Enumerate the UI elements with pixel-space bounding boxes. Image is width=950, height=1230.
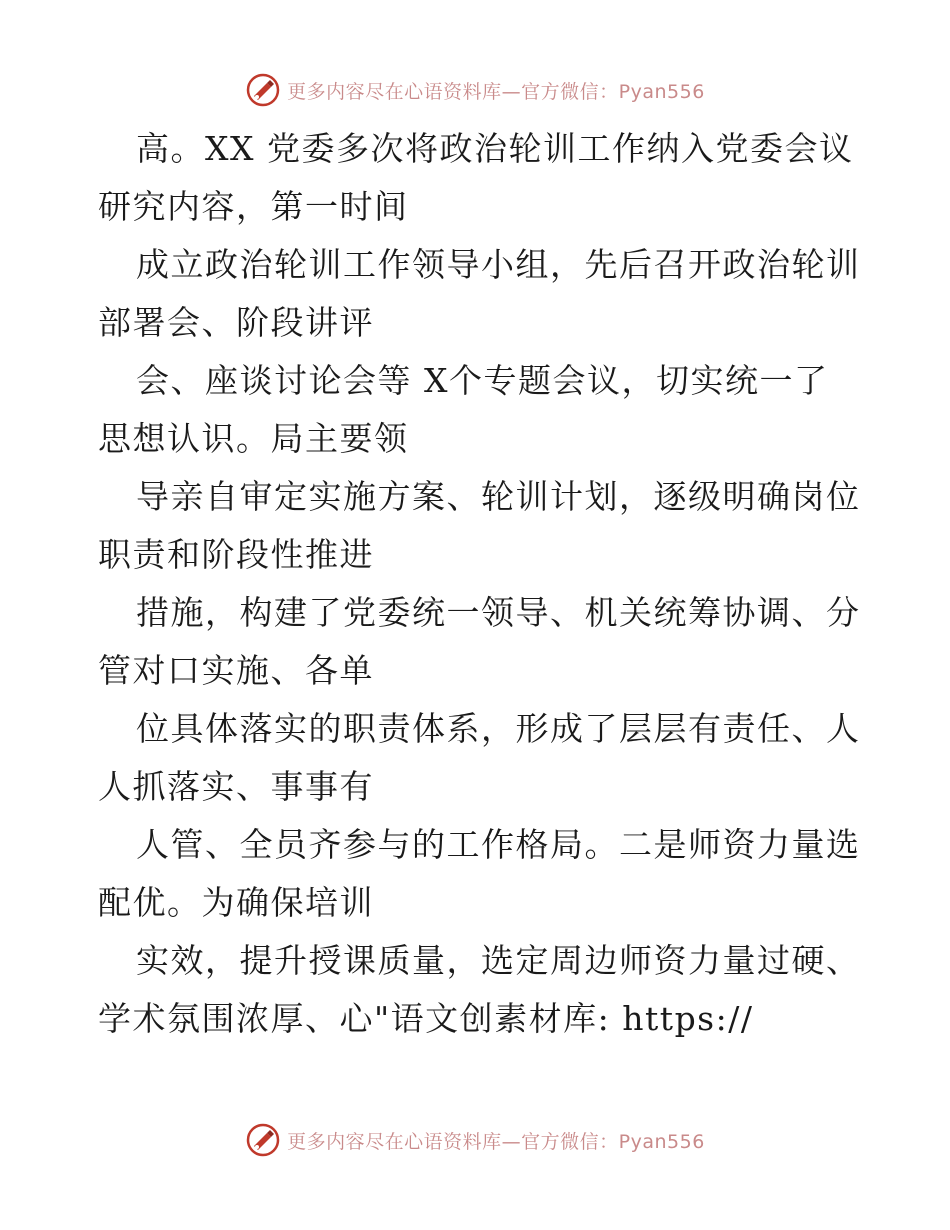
header-banner-text: 更多内容尽在心语资料库—官方微信：Pyan556 bbox=[287, 80, 705, 103]
body-line: 思想认识。局主要领 bbox=[98, 419, 409, 458]
header-banner bbox=[0, 70, 950, 110]
body-line: 位具体落实的职责体系，形成了层层有责任、人 bbox=[136, 709, 861, 748]
body-line: 职责和阶段性推进 bbox=[98, 535, 374, 574]
body-line: 导亲自审定实施方案、轮训计划，逐级明确岗位 bbox=[136, 477, 861, 516]
body-line: 研究内容，第一时间 bbox=[98, 187, 409, 226]
body-line: 配优。为确保培训 bbox=[98, 883, 374, 922]
body-line: 人管、全员齐参与的工作格局。二是师资力量选 bbox=[136, 825, 861, 864]
body-line: 部署会、阶段讲评 bbox=[98, 303, 374, 342]
document-body bbox=[98, 120, 861, 1048]
body-line: 管对口实施、各单 bbox=[98, 651, 374, 690]
body-line: 人抓落实、事事有 bbox=[98, 767, 374, 806]
body-line: 会、座谈讨论会等 X个专题会议，切实统一了 bbox=[136, 361, 829, 400]
body-line: 措施，构建了党委统一领导、机关统筹协调、分 bbox=[136, 593, 861, 632]
body-line: 实效，提升授课质量，选定周边师资力量过硬、 bbox=[136, 941, 861, 980]
body-line: 成立政治轮训工作领导小组，先后召开政治轮训 bbox=[136, 245, 861, 284]
footer-banner bbox=[0, 1120, 950, 1160]
footer-banner-text: 更多内容尽在心语资料库—官方微信：Pyan556 bbox=[287, 1130, 705, 1153]
pen-seal-logo-icon bbox=[245, 72, 281, 108]
body-line: 学术氛围浓厚、心"语文创素材库: https:// bbox=[98, 999, 754, 1038]
pen-seal-logo-icon bbox=[245, 1122, 281, 1158]
body-line: 高。XX 党委多次将政治轮训工作纳入党委会议 bbox=[136, 129, 854, 168]
